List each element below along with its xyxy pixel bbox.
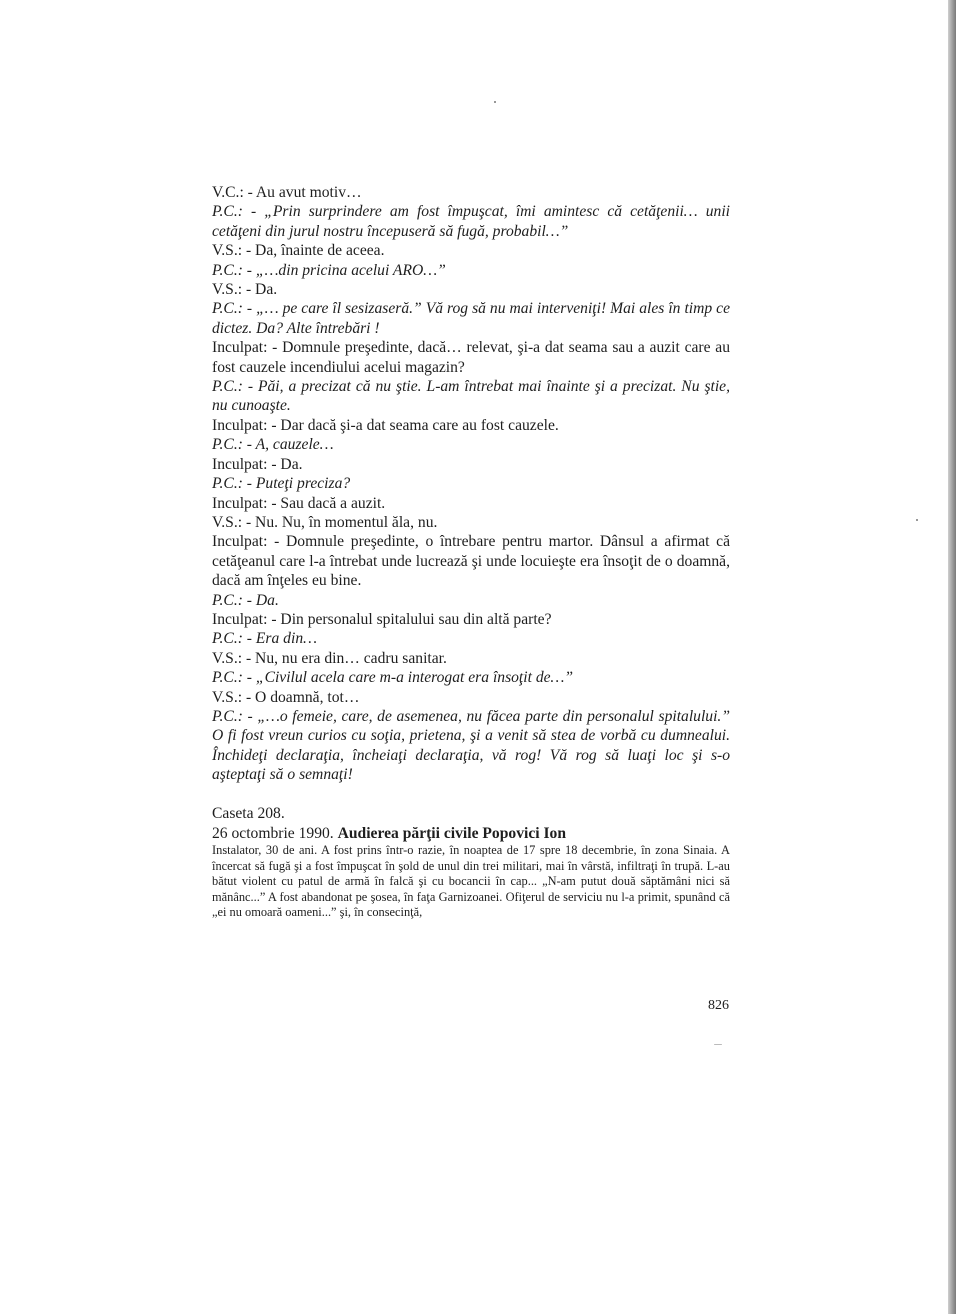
cassette-label: Caseta 208. [212,805,285,823]
dialogue-line: P.C.: - Da. [212,591,279,609]
dialogue-line: P.C.: - Puteţi preciza? [212,475,351,493]
dialogue-line: V.S.: - Nu, nu era din… cadru sanitar. [212,649,447,667]
dialogue-line: P.C.: - „…o femeie, care, de asemenea, nu făcea parte din personalul spitalului.” O fi fost vreun curios cu soţia, prietena, şi a venit să stea de vorbă cu dumnealui. Închideţi declaraţia, încheiaţi declaraţia, vă rog! Vă rog să luaţi loc şi s-o aşteptaţi să o semnaţi! [212,707,730,784]
scan-edge [948,0,956,1314]
dialogue-line: V.S.: - O doamnă, tot… [212,688,360,706]
section-bio: Instalator, 30 de ani. A fost prins într-o razie, în noaptea de 17 spre 18 decembrie, în zona Sinaia. A încercat să fugă şi a fost împuşcat în şold de unul din trei militari, mai în vârstă, infiltraţi în trupă. L-au bătut violent cu patul de armă în falcă şi cu bocancii în cap... „N-am putut două săptămâni nici să mănânc...” A fost abandonat pe şosea, în faţa Garnizoanei. Ofiţerul de serviciu nu l-a primit, spunând că „ei nu omoară oameni...” şi, în consecinţă, [212,843,730,920]
dialogue-line: V.C.: - Au avut motiv… [212,184,362,201]
scan-speck [714,1044,722,1045]
dialogue-line: Inculpat: - Domnule preşedinte, o întrebare pentru martor. Dânsul a afirmat că cetăţeanul care l-a întrebat unde lucrează şi unde locuieşte era însoţit de o doamnă, dacă am înţeles eu bine. [212,533,730,590]
dialogue-line: P.C.: - Era din… [212,630,317,648]
dialogue-line: P.C.: - „… pe care îl sesizaseră.” Vă rog să nu mai interveniţi! Mai ales în timp ce dictez. Da? Alte întrebări ! [212,300,730,337]
dialogue-line: P.C.: - „…din pricina acelui ARO…” [212,261,446,279]
dialogue-line: Inculpat: - Dar dacă şi-a dat seama care au fost cauzele. [212,416,559,434]
section-title: Audierea părţii civile Popovici Ion [337,824,567,842]
dialogue-line: P.C.: - „Prin surprindere am fost împuşcat, îmi amintesc că cetăţenii… unii cetăţeni din jurul nostru începuseră să fugă, probabil…” [212,203,730,240]
dialogue-line: Inculpat: - Sau dacă a auzit. [212,494,386,512]
dialogue-line: P.C.: - Păi, a precizat că nu ştie. L-am întrebat mai înainte şi a precizat. Nu ştie, nu cunoaşte. [212,378,730,415]
section-gap [212,785,730,805]
dialogue-line: Inculpat: - Da. [212,455,303,473]
dialogue-line: Inculpat: - Din personalul spitalului sau din altă parte? [212,610,552,628]
dialogue-line: V.S.: - Da, înainte de aceea. [212,242,385,260]
dialogue-line: V.S.: - Da. [212,281,278,299]
dialogue-line: Inculpat: - Domnule preşedinte, dacă… relevat, şi-a dat seama sau a auzit care au fost cauzele incendiului acelui magazin? [212,339,730,376]
scan-speck [916,519,918,521]
dialogue [212,183,730,785]
dialogue-line: V.S.: - Nu. Nu, în momentul ăla, nu. [212,513,438,531]
page-body [212,183,730,921]
section-date: 26 octombrie 1990. [212,824,338,842]
dialogue-line: P.C.: - A, cauzele… [212,436,334,454]
section-heading [212,824,730,843]
page-number: 826 [708,998,729,1013]
dialogue-line: P.C.: - „Civilul acela care m-a interogat era însoţit de…” [212,669,574,687]
scan-speck [494,101,496,103]
